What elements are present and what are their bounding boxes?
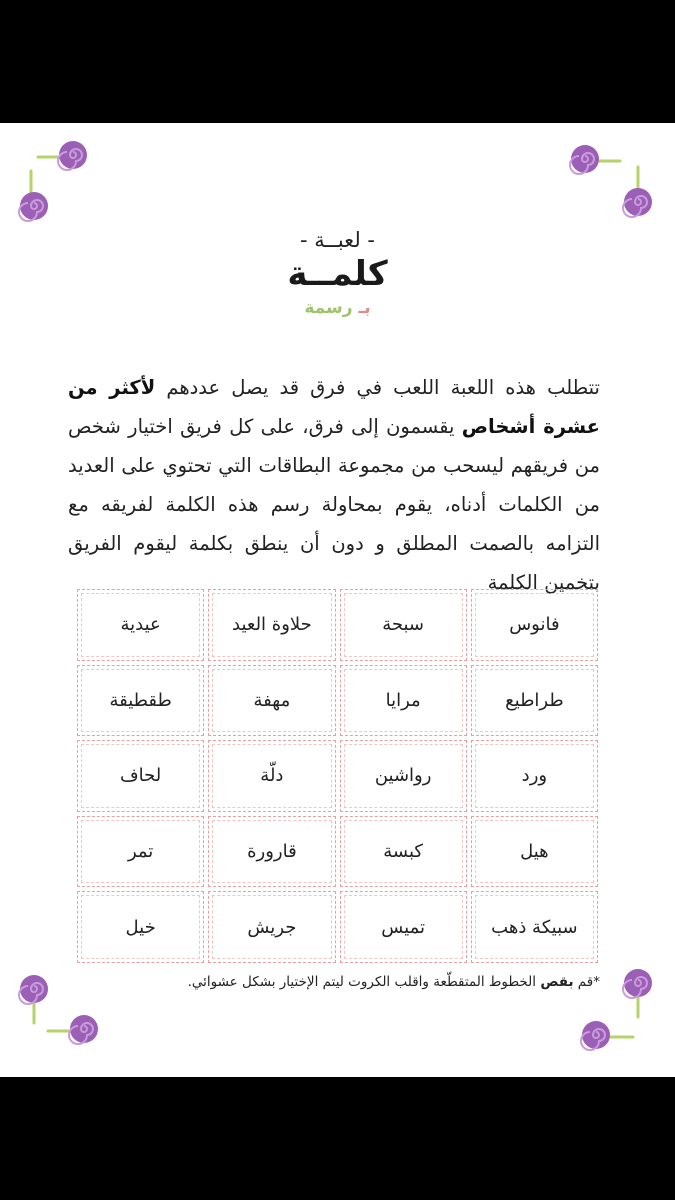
word-card[interactable]: رواشين <box>340 740 467 812</box>
game-subtitle: - لعبــة - <box>300 228 375 252</box>
author-name: رسمة <box>304 298 353 318</box>
word-card[interactable]: كبسة <box>340 816 467 888</box>
lollipop-icon <box>568 141 624 181</box>
lollipop-icon <box>14 169 54 225</box>
word-card[interactable]: خيل <box>77 891 204 963</box>
note-suffix: الخطوط المتقطّعة واقلب الكروت ليتم الإختيار بشكل عشوائي. <box>187 974 541 990</box>
cut-note <box>40 974 600 990</box>
word-card[interactable]: طراطيع <box>471 665 598 737</box>
instructions-text-2: يقسمون إلى فرق، على كل فريق اختيار شخص من فريقهم ليسحب من مجموعة البطاقات التي تحتوي على العديد من الكلمات أدناه، يقوم بمحاولة رسم هذه الكلمة لفريقه مع التزامه بالصمت المطلق و دون أن ينطق بكلمة ليقوم الفريق بتخمين الكلمة <box>68 415 600 594</box>
lollipop-icon <box>46 1009 102 1049</box>
word-card[interactable]: دلّة <box>208 740 335 812</box>
lollipop-icon <box>618 165 658 221</box>
word-card[interactable]: فانوس <box>471 589 598 661</box>
author-by: بـ <box>358 298 371 318</box>
word-card[interactable]: ورد <box>471 740 598 812</box>
game-header <box>0 226 675 320</box>
word-card[interactable]: سبيكة ذهب <box>471 891 598 963</box>
word-card[interactable]: لحاف <box>77 740 204 812</box>
game-page <box>0 123 675 1077</box>
word-card[interactable]: جريش <box>208 891 335 963</box>
lollipop-icon <box>578 1015 636 1055</box>
word-card[interactable]: طقطيقة <box>77 665 204 737</box>
word-card[interactable]: هيل <box>471 816 598 888</box>
word-card[interactable]: تمر <box>77 816 204 888</box>
note-prefix: *قم <box>573 974 600 990</box>
note-bold: بقص <box>540 974 574 990</box>
word-cards-grid <box>75 587 600 965</box>
lollipop-icon <box>618 965 658 1021</box>
word-card[interactable]: مرايا <box>340 665 467 737</box>
game-title: كلمــة <box>287 254 388 294</box>
instructions-paragraph <box>68 368 600 602</box>
word-card[interactable]: حلاوة العيد <box>208 589 335 661</box>
word-card[interactable]: قارورة <box>208 816 335 888</box>
instructions-bold: لأكثر من عشرة أشخاص <box>68 376 601 438</box>
word-card[interactable]: مهفة <box>208 665 335 737</box>
word-card[interactable]: تميس <box>340 891 467 963</box>
instructions-text-1: تتطلب هذه اللعبة اللعب في فرق قد يصل عددهم <box>155 376 600 399</box>
word-card[interactable]: عيدية <box>77 589 204 661</box>
author-credit <box>0 296 675 320</box>
word-card[interactable]: سبحة <box>340 589 467 661</box>
